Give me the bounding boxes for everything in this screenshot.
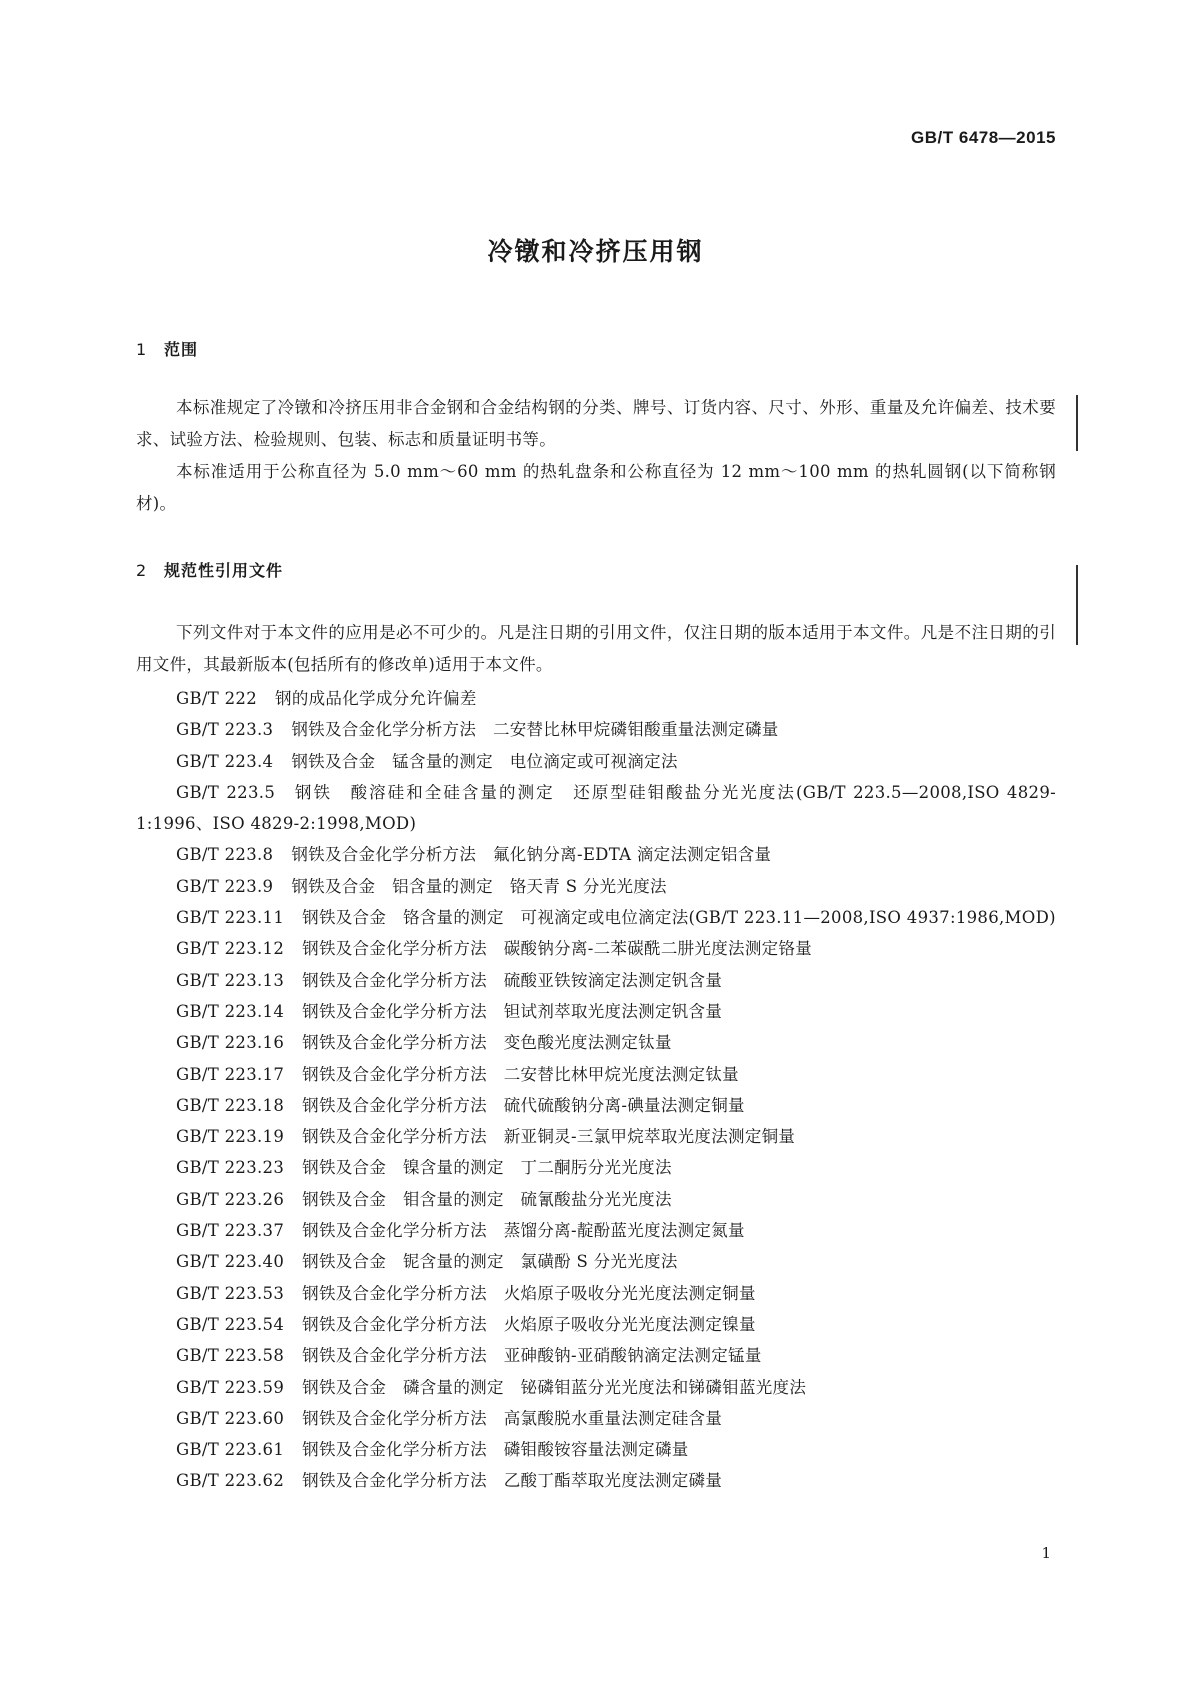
section-2-heading: [136, 558, 283, 581]
reference-item: [136, 839, 1056, 870]
reference-item: [136, 1372, 1056, 1403]
section-1-paragraph-1: 本标准规定了冷镦和冷挤压用非合金钢和合金结构钢的分类、牌号、订货内容、尺寸、外形、重量及允许偏差、技术要求、试验方法、检验规则、包装、标志和质量证明书等。: [136, 398, 1056, 449]
reference-title: 钢铁及合金 铝含量的测定 铬天青 S 分光光度法: [291, 876, 667, 896]
reference-item: [136, 1152, 1056, 1183]
reference-code: GB/T 223.59: [176, 1377, 285, 1397]
reference-item: [136, 996, 1056, 1027]
reference-code: GB/T 223.3: [176, 720, 274, 740]
reference-code: GB/T 223.53: [176, 1283, 285, 1303]
standard-number: GB/T 6478—2015: [911, 128, 1056, 147]
reference-item: [136, 714, 1056, 745]
reference-item: [136, 777, 1056, 840]
reference-title: 钢铁及合金化学分析方法 高氯酸脱水重量法测定硅含量: [302, 1408, 723, 1428]
reference-item: [136, 746, 1056, 777]
section-1-number: 1: [136, 340, 148, 359]
reference-code: GB/T 223.23: [176, 1158, 285, 1178]
reference-item: [136, 933, 1056, 964]
reference-code: GB/T 223.17: [176, 1064, 285, 1084]
reference-title: 钢铁及合金化学分析方法 新亚铜灵-三氯甲烷萃取光度法测定铜量: [302, 1127, 796, 1147]
section-1-heading: [136, 337, 198, 360]
reference-title: 钢铁及合金化学分析方法 硫酸亚铁铵滴定法测定钒含量: [302, 970, 723, 990]
section-2-number: 2: [136, 561, 148, 580]
reference-code: GB/T 223.4: [176, 751, 274, 771]
reference-code: GB/T 223.12: [176, 939, 285, 959]
reference-title: 钢铁及合金化学分析方法 蒸馏分离-靛酚蓝光度法测定氮量: [302, 1221, 745, 1241]
reference-title: 钢铁及合金化学分析方法 亚砷酸钠-亚硝酸钠滴定法测定锰量: [302, 1346, 762, 1366]
change-bar: [1076, 565, 1078, 645]
reference-title: 钢的成品化学成分允许偏差: [275, 689, 477, 708]
reference-item: [136, 965, 1056, 996]
reference-code: GB/T 223.60: [176, 1408, 285, 1428]
reference-title: 钢铁及合金化学分析方法 氟化钠分离-EDTA 滴定法测定铝含量: [291, 845, 772, 865]
section-1-paragraph-2: 本标准适用于公称直径为 5.0 mm～60 mm 的热轧盘条和公称直径为 12 mm～100 mm 的热轧圆钢(以下简称钢材)。: [136, 462, 1056, 513]
reference-code: GB/T 223.13: [176, 970, 285, 990]
reference-code: GB/T 223.62: [176, 1471, 285, 1491]
document-title: 冷镦和冷挤压用钢: [487, 237, 704, 266]
section-1-title: 范围: [164, 340, 199, 359]
reference-title: 钢铁及合金 镍含量的测定 丁二酮肟分光光度法: [302, 1158, 672, 1178]
reference-code: GB/T 223.26: [176, 1189, 285, 1209]
change-bar: [1076, 395, 1078, 451]
reference-code: GB/T 223.61: [176, 1440, 285, 1460]
reference-item: [136, 1278, 1056, 1309]
reference-code: GB/T 222: [176, 689, 258, 708]
reference-title: 钢铁及合金化学分析方法 乙酸丁酯萃取光度法测定磷量: [302, 1471, 723, 1491]
reference-code: GB/T 223.18: [176, 1095, 285, 1115]
reference-item: [136, 1309, 1056, 1340]
reference-item: [136, 1121, 1056, 1152]
reference-code: GB/T 223.58: [176, 1346, 285, 1366]
reference-item: [136, 1184, 1056, 1215]
reference-title: 钢铁及合金化学分析方法 火焰原子吸收分光光度法测定铜量: [302, 1283, 756, 1303]
reference-item: [136, 1059, 1056, 1090]
reference-title: 钢铁及合金化学分析方法 硫代硫酸钠分离-碘量法测定铜量: [302, 1095, 745, 1115]
reference-item: [136, 1465, 1056, 1496]
reference-item: [136, 683, 1056, 714]
reference-code: GB/T 223.14: [176, 1001, 285, 1021]
reference-code: GB/T 223.11: [176, 908, 285, 928]
reference-title: 钢铁及合金化学分析方法 变色酸光度法测定钛量: [302, 1033, 672, 1053]
reference-item: [136, 1215, 1056, 1246]
reference-item: [136, 871, 1056, 902]
reference-item: [136, 1027, 1056, 1058]
reference-title: 钢铁及合金 铌含量的测定 氯磺酚 S 分光光度法: [302, 1252, 678, 1272]
reference-title: 钢铁及合金化学分析方法 二安替比林甲烷磷钼酸重量法测定磷量: [291, 720, 779, 740]
reference-code: GB/T 223.37: [176, 1221, 285, 1241]
reference-code: GB/T 223.9: [176, 876, 274, 896]
page-number: 1: [1041, 1544, 1051, 1562]
reference-title: 钢铁及合金化学分析方法 钽试剂萃取光度法测定钒含量: [302, 1001, 723, 1021]
reference-title: 钢铁及合金化学分析方法 二安替比林甲烷光度法测定钛量: [302, 1064, 739, 1084]
reference-item: [136, 1434, 1056, 1465]
reference-item: [136, 1090, 1056, 1121]
reference-title: 钢铁及合金化学分析方法 火焰原子吸收分光光度法测定镍量: [302, 1314, 756, 1334]
reference-list: [136, 683, 1056, 1497]
reference-item: [136, 1403, 1056, 1434]
reference-title: 钢铁及合金 钼含量的测定 硫氰酸盐分光光度法: [302, 1189, 672, 1209]
reference-code: GB/T 223.19: [176, 1127, 285, 1147]
reference-code: GB/T 223.40: [176, 1252, 285, 1272]
reference-title: 钢铁及合金 锰含量的测定 电位滴定或可视滴定法: [291, 751, 678, 771]
reference-title: 钢铁及合金 铬含量的测定 可视滴定或电位滴定法(GB/T 223.11—2008,ISO 4937:1986,MOD): [302, 908, 1056, 928]
reference-title: 钢铁及合金化学分析方法 碳酸钠分离-二苯碳酰二肼光度法测定铬量: [302, 939, 813, 959]
reference-code: GB/T 223.16: [176, 1033, 285, 1053]
reference-item: [136, 902, 1056, 933]
reference-code: GB/T 223.5: [176, 782, 276, 802]
reference-item: [136, 1246, 1056, 1277]
reference-title: 钢铁及合金 磷含量的测定 铋磷钼蓝分光光度法和锑磷钼蓝光度法: [302, 1377, 807, 1397]
reference-code: GB/T 223.8: [176, 845, 274, 865]
section-2-intro: 下列文件对于本文件的应用是必不可少的。凡是注日期的引用文件，仅注日期的版本适用于本文件。凡是不注日期的引用文件，其最新版本(包括所有的修改单)适用于本文件。: [136, 623, 1056, 674]
reference-title: 钢铁及合金化学分析方法 磷钼酸铵容量法测定磷量: [302, 1440, 689, 1460]
reference-code: GB/T 223.54: [176, 1314, 285, 1334]
reference-title: 钢铁 酸溶硅和全硅含量的测定 还原型硅钼酸盐分光光度法(GB/T 223.5—2008,ISO 4829-1:1996、ISO 4829-2:1998,MOD): [136, 782, 1056, 834]
section-2-title: 规范性引用文件: [164, 561, 284, 580]
reference-item: [136, 1340, 1056, 1371]
